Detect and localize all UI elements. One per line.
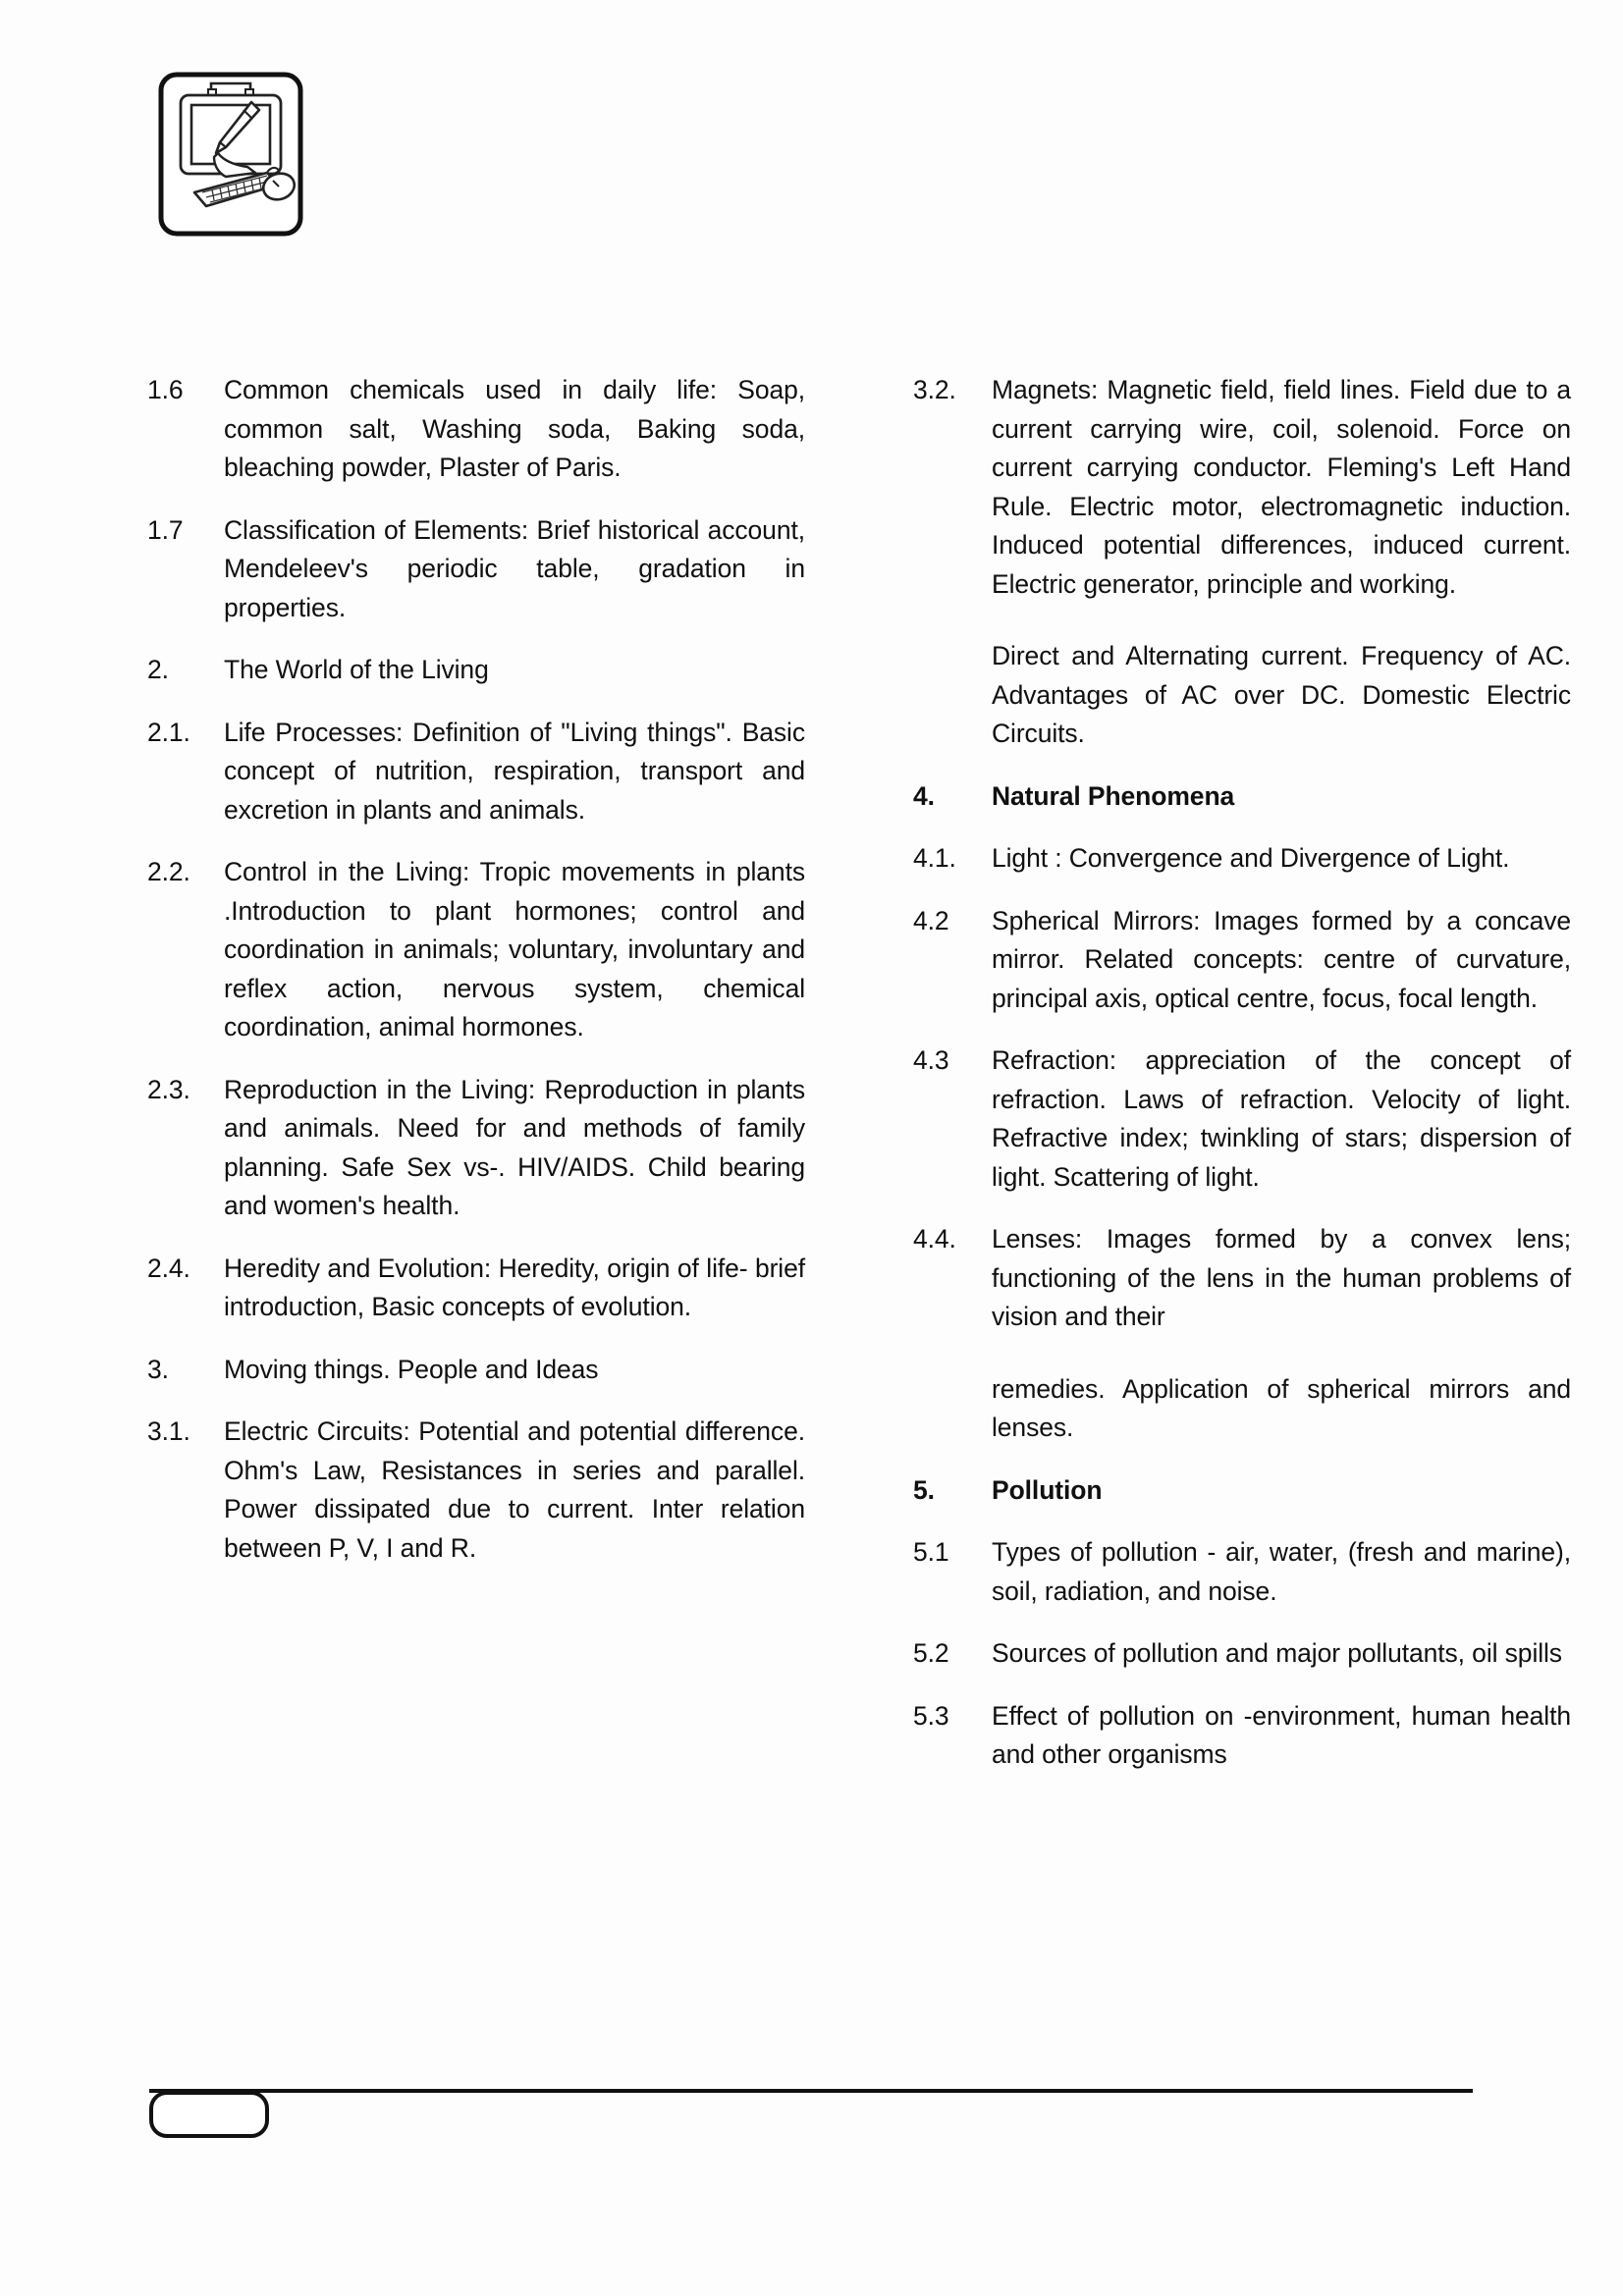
- entry-text: [992, 839, 1571, 879]
- entry-text: [224, 1250, 805, 1327]
- entry-paragraph: The World of the Living: [224, 655, 489, 684]
- syllabus-entry: [147, 1351, 805, 1390]
- syllabus-entry: [913, 1041, 1571, 1197]
- entry-paragraph: Natural Phenomena: [992, 780, 1235, 811]
- entry-text: [992, 1697, 1571, 1775]
- entry-paragraph: Heredity and Evolution: Heredity, origin of life- brief introduction, Basic concepts of evolution.: [224, 1253, 805, 1321]
- syllabus-entry: [913, 1471, 1571, 1511]
- entry-paragraph: Direct and Alternating current. Frequency of AC. Advantages of AC over DC. Domestic Electric Circuits.: [992, 641, 1571, 748]
- entry-paragraph: Moving things. People and Ideas: [224, 1354, 599, 1384]
- entry-text: [992, 1220, 1571, 1448]
- entry-number: 1.7: [147, 514, 184, 545]
- entry-text: [224, 1071, 805, 1226]
- entry-text: [992, 902, 1571, 1019]
- entry-paragraph: Effect of pollution on -environment, human health and other organisms: [992, 1700, 1571, 1769]
- syllabus-entry: [913, 1533, 1571, 1611]
- syllabus-entry: [913, 1634, 1571, 1674]
- entry-paragraph: Sources of pollution and major pollutants, oil spills: [992, 1638, 1562, 1668]
- entry-number: 5.: [913, 1474, 935, 1505]
- syllabus-entry: [913, 777, 1571, 817]
- entry-paragraph: Common chemicals used in daily life: Soap, common salt, Washing soda, Baking soda, bleaching powder, Plaster of Paris.: [224, 375, 805, 482]
- entry-paragraph: Electric Circuits: Potential and potential difference. Ohm's Law, Resistances in series and parallel. Power dissipated due to current. Inter relation between P, V, I and R.: [224, 1416, 805, 1563]
- entry-number: 4.3: [913, 1045, 949, 1075]
- entry-paragraph: Light : Convergence and Divergence of Light.: [992, 843, 1510, 873]
- syllabus-entry: [913, 1697, 1571, 1775]
- page-number-box: [149, 2091, 269, 2138]
- syllabus-columns: [0, 371, 1623, 1798]
- entry-paragraph: Control in the Living: Tropic movements in plants .Introduction to plant hormones; control and coordination in animals; voluntary, involuntary and reflex action, nervous system, chemical coordination, animal hormones.: [224, 857, 805, 1041]
- syllabus-entry: [913, 902, 1571, 1019]
- entry-text: [992, 371, 1571, 754]
- right-column: [913, 371, 1571, 1798]
- syllabus-entry: [913, 1220, 1571, 1448]
- entry-text: [224, 1413, 805, 1568]
- entry-number: 4.: [913, 780, 935, 811]
- entry-paragraph: Refraction: appreciation of the concept of refraction. Laws of refraction. Velocity of light. Refractive index; twinkling of stars; dispersion of light. Scattering of light.: [992, 1045, 1571, 1192]
- entry-paragraph: Types of pollution - air, water, (fresh and marine), soil, radiation, and noise.: [992, 1537, 1571, 1606]
- left-column: [147, 371, 805, 1798]
- entry-paragraph: Pollution: [992, 1474, 1103, 1505]
- computer-monitor-pencil-keyboard-mouse-icon: [157, 71, 304, 238]
- entry-text: [992, 1471, 1571, 1511]
- entry-number: 1.6: [147, 375, 184, 404]
- syllabus-entry: [147, 371, 805, 488]
- entry-number: 4.4.: [913, 1224, 956, 1254]
- syllabus-entry: [913, 839, 1571, 879]
- entry-text: [992, 1634, 1571, 1674]
- entry-paragraph: Magnets: Magnetic field, field lines. Field due to a current carrying wire, coil, solenoid. Force on current carrying conductor. Fleming's Left Hand Rule. Electric motor, electromagnetic induction. Induced potential differences, induced current. Electric generator, principle and working.: [992, 375, 1571, 599]
- entry-paragraph: Lenses: Images formed by a convex lens; functioning of the lens in the human problems of vision and their: [992, 1224, 1571, 1331]
- syllabus-entry: [147, 853, 805, 1047]
- entry-number: 4.1.: [913, 843, 956, 873]
- entry-number: 3.: [147, 1354, 169, 1384]
- entry-text: [224, 714, 805, 830]
- entry-text: [992, 1041, 1571, 1197]
- entry-number: 3.2.: [913, 375, 956, 404]
- entry-number: 2.3.: [147, 1074, 190, 1104]
- entry-text: [992, 777, 1571, 817]
- entry-paragraph: Life Processes: Definition of "Living things". Basic concept of nutrition, respiration, transport and excretion in plants and animals.: [224, 717, 805, 825]
- entry-text: [992, 1533, 1571, 1611]
- syllabus-entry: [147, 1413, 805, 1568]
- entry-paragraph: Reproduction in the Living: Reproduction in plants and animals. Need for and methods of family planning. Safe Sex vs-. HIV/AIDS. Child bearing and women's health.: [224, 1074, 805, 1220]
- syllabus-entry: [913, 371, 1571, 754]
- entry-number: 5.1: [913, 1537, 949, 1567]
- entry-text: [224, 1351, 805, 1390]
- syllabus-entry: [147, 651, 805, 690]
- entry-number: 2.4.: [147, 1253, 190, 1283]
- syllabus-entry: [147, 1250, 805, 1327]
- entry-number: 2.: [147, 655, 169, 684]
- entry-text: [224, 371, 805, 488]
- entry-paragraph: Classification of Elements: Brief historical account, Mendeleev's periodic table, gradation in properties.: [224, 514, 805, 622]
- footer-rule: [149, 2089, 1473, 2093]
- entry-text: [224, 651, 805, 690]
- entry-text: [224, 511, 805, 628]
- entry-number: 5.2: [913, 1638, 949, 1668]
- syllabus-entry: [147, 511, 805, 628]
- entry-number: 3.1.: [147, 1416, 190, 1446]
- entry-number: 2.1.: [147, 717, 190, 747]
- entry-paragraph: remedies. Application of spherical mirrors and lenses.: [992, 1373, 1571, 1442]
- entry-number: 4.2: [913, 905, 949, 935]
- entry-paragraph: Spherical Mirrors: Images formed by a concave mirror. Related concepts: centre of curvature, principal axis, optical centre, focus, focal length.: [992, 905, 1571, 1013]
- entry-number: 5.3: [913, 1700, 949, 1731]
- syllabus-entry: [147, 1071, 805, 1226]
- syllabus-entry: [147, 714, 805, 830]
- entry-text: [224, 853, 805, 1047]
- entry-number: 2.2.: [147, 857, 190, 886]
